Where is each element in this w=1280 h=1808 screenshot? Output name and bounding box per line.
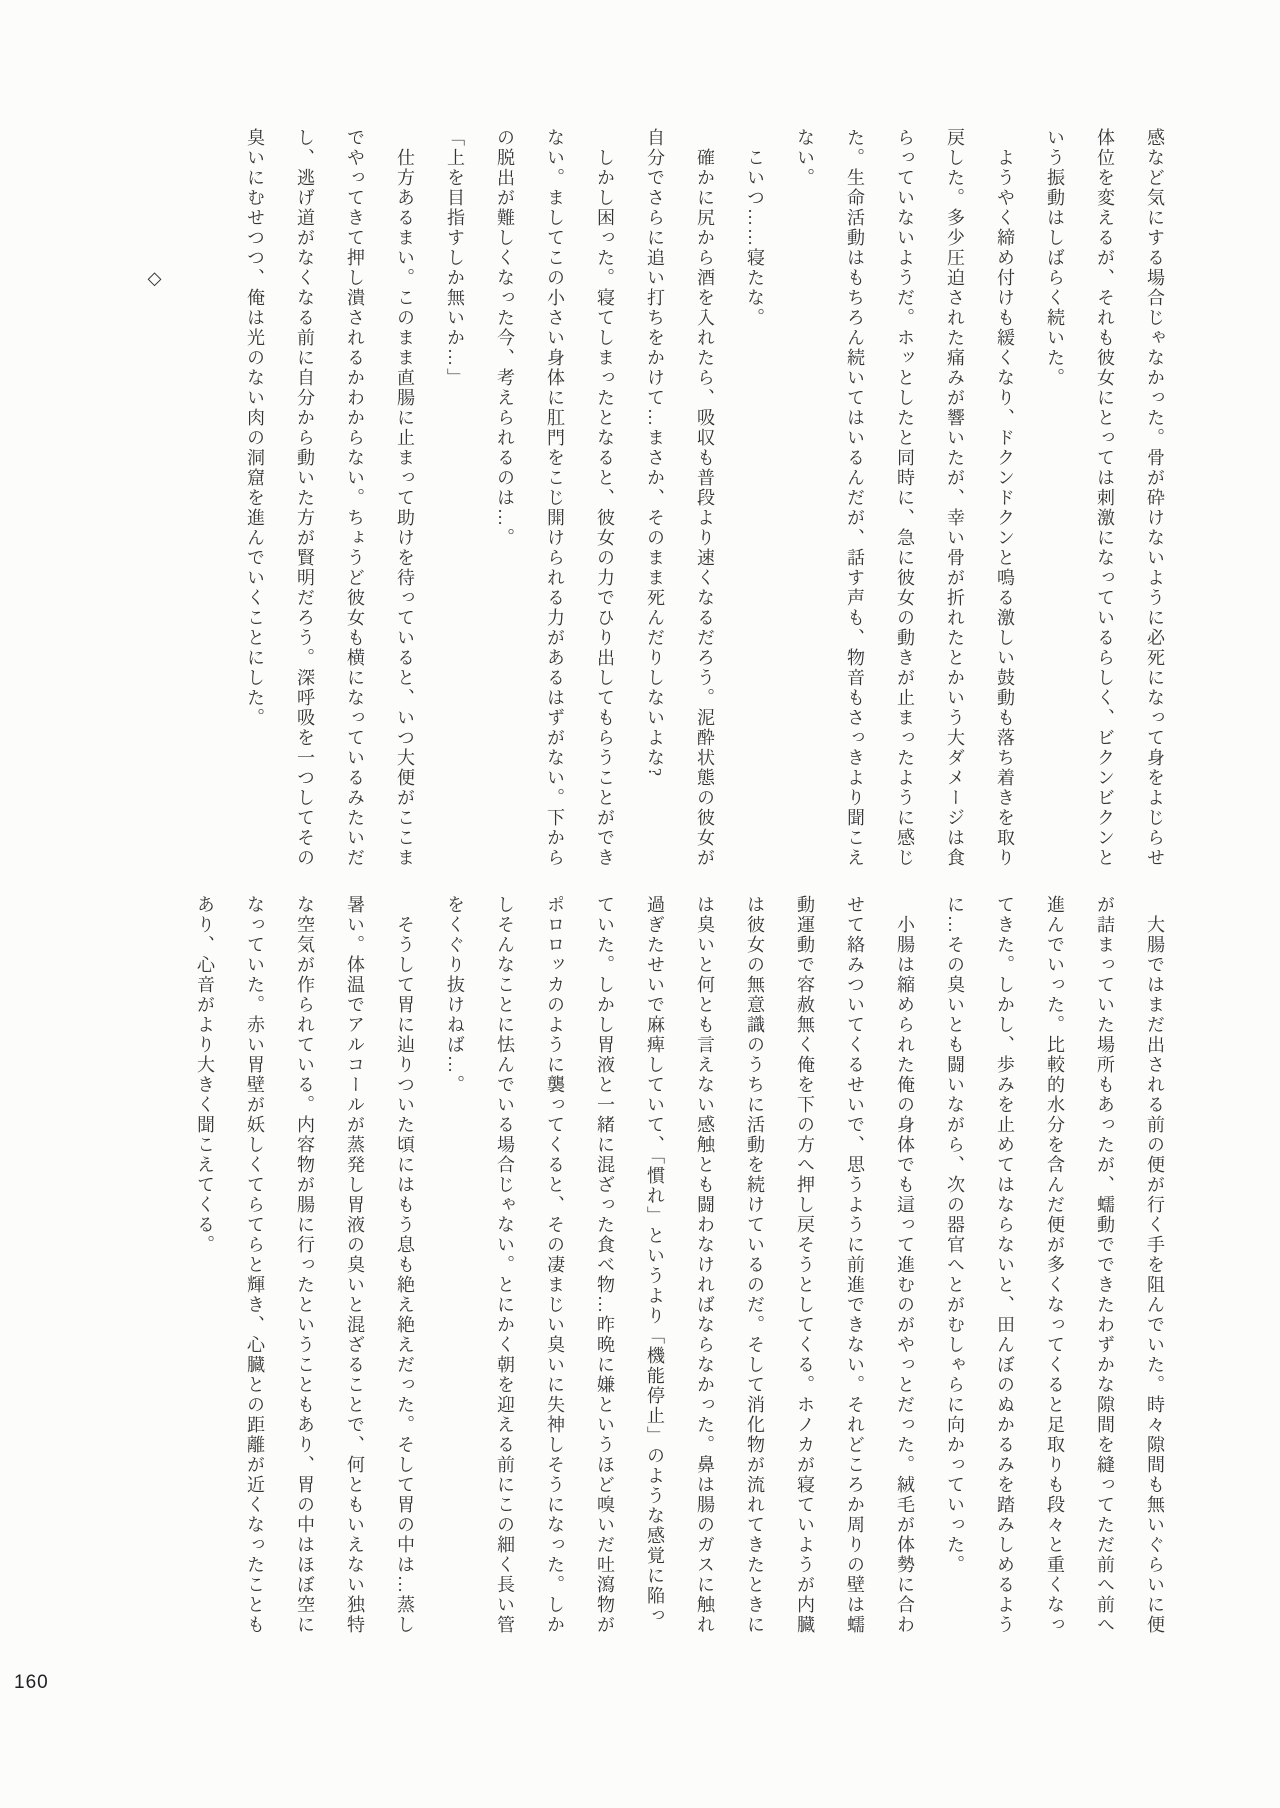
text-column: そうして胃に辿りついた頃にはもう息も絶え絶えだった。そして胃の中は…蒸し: [395, 895, 415, 1635]
text-column: た。生命活動はもちろん続いてはいるんだが、話す声も、物音もさっきより聞こえ: [845, 128, 865, 868]
text-column: 戻した。多少圧迫された痛みが響いたが、幸い骨が折れたとかいう大ダメージは食: [945, 128, 965, 868]
text-column: な空気が作られている。内容物が腸に行ったということもあり、胃の中はほぼ空に: [295, 895, 315, 1635]
text-column: しそんなことに怯んでいる場合じゃない。とにかく朝を迎える前にこの細く長い管: [495, 895, 515, 1635]
text-column: 体位を変えるが、それも彼女にとっては刺激になっているらしく、ビクンビクンと: [1095, 128, 1115, 868]
blank-column: [180, 128, 230, 890]
page-number: 160: [14, 1672, 49, 1693]
text-column: は彼女の無意識のうちに活動を続けているのだ。そして消化物が流れてきたときに: [745, 895, 765, 1635]
text-block-top: [130, 128, 1180, 890]
text-column: は臭いと何とも言えない感触とも闘わなければならなかった。鼻は腸のガスに触れ: [695, 895, 715, 1635]
text-column: 進んでいった。比較的水分を含んだ便が多くなってくると足取りも段々と重くなっ: [1045, 895, 1065, 1635]
text-column: しかし困った。寝てしまったとなると、彼女の力でひり出してもらうことができ: [595, 128, 615, 868]
text-column: 仕方あるまい。このまま直腸に止まって助けを待っていると、いつ大便がここま: [395, 128, 415, 868]
text-column: ていた。しかし胃液と一緒に混ざった食べ物…昨晩に嫌というほど嗅いだ吐瀉物が: [595, 895, 615, 1635]
text-column: ようやく締め付けも緩くなり、ドクンドクンと鳴る激しい鼓動も落ち着きを取り: [995, 128, 1015, 868]
text-column: 動運動で容赦無く俺を下の方へ押し戻そうとしてくる。ホノカが寝ていようが内臓: [795, 895, 815, 1635]
text-column: いう振動はしばらく続いた。: [1045, 128, 1065, 388]
text-column: ない。ましてこの小さい身体に肛門をこじ開けられる力があるはずがない。下から: [545, 128, 565, 868]
text-column: てきた。しかし、歩みを止めてはならないと、田んぼのぬかるみを踏みしめるよう: [995, 895, 1015, 1635]
text-column: らっていないようだ。ホッとしたと同時に、急に彼女の動きが止まったように感じ: [895, 128, 915, 868]
text-column: 「上を目指すしか無いか…」: [445, 128, 465, 388]
text-column: 自分でさらに追い打ちをかけて…まさか、そのまま死んだりしないよな?: [645, 128, 665, 778]
text-column: 暑い。体温でアルコールが蒸発し胃液の臭いと混ざることで、何ともいえない独特: [345, 895, 365, 1635]
text-column: に…その臭いとも闘いながら、次の器官へとがむしゃらに向かっていった。: [945, 895, 965, 1575]
scene-break-diamond: ◇: [145, 128, 165, 291]
text-column: せて絡みついてくるせいで、思うように前進できない。それどころか周りの壁は蠕: [845, 895, 865, 1635]
text-column: 感など気にする場合じゃなかった。骨が砕けないように必死になって身をよじらせ: [1145, 128, 1165, 868]
text-column: し、逃げ道がなくなる前に自分から動いた方が賢明だろう。深呼吸を一つしてその: [295, 128, 315, 868]
text-column: ない。: [795, 128, 815, 188]
text-column: が詰まっていた場所もあったが、蠕動でできたわずかな隙間を縫ってただ前へ前へ: [1095, 895, 1115, 1635]
text-column: 確かに尻から酒を入れたら、吸収も普段より速くなるだろう。泥酔状態の彼女が: [695, 128, 715, 868]
text-column: 臭いにむせつつ、俺は光のない肉の洞窟を進んでいくことにした。: [245, 128, 265, 728]
text-column: あり、心音がより大きく聞こえてくる。: [195, 895, 215, 1255]
text-block-bottom: [180, 895, 1180, 1663]
text-column: ポロロッカのように襲ってくると、その凄まじい臭いに失神しそうになった。しか: [545, 895, 565, 1635]
text-column: の脱出が難しくなった今、考えられるのは…。: [495, 128, 515, 548]
text-column: こいつ……寝たな。: [745, 128, 765, 328]
text-column: 小腸は縮められた俺の身体でも這って進むのがやっとだった。絨毛が体勢に合わ: [895, 895, 915, 1635]
text-column: 過ぎたせいで麻痺していて、「慣れ」というより「機能停止」のような感覚に陥っ: [645, 895, 665, 1626]
text-column: でやってきて押し潰されるかわからない。ちょうど彼女も横になっているみたいだ: [345, 128, 365, 868]
text-column: をくぐり抜けねば…。: [445, 895, 465, 1095]
text-column: 大腸ではまだ出される前の便が行く手を阻んでいた。時々隙間も無いぐらいに便: [1145, 895, 1165, 1635]
text-column: なっていた。赤い胃壁が妖しくてらてらと輝き、心臓との距離が近くなったことも: [245, 895, 265, 1635]
